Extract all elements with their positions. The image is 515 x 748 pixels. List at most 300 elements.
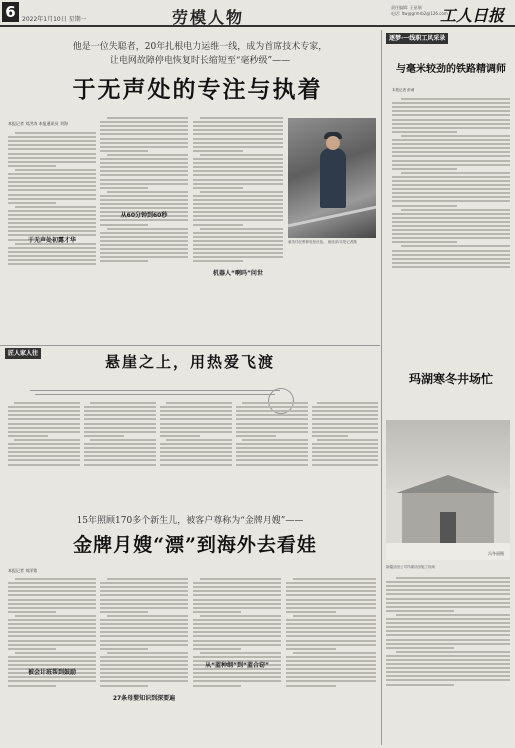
body-text-line <box>286 611 336 613</box>
body-text-line <box>193 648 241 650</box>
body-text-line <box>100 150 148 152</box>
lead-kicker: 他是一位失聪者，20年扎根电力运维一线，成为首席技术专家， 让电网故障停电恢复时长缩短至“毫秒级”—— <box>72 42 328 66</box>
body-text-line <box>8 406 80 408</box>
body-text-line <box>392 143 510 145</box>
body-text-line <box>8 590 96 592</box>
body-text-line <box>286 656 376 658</box>
body-text-line <box>193 586 281 588</box>
body-text-line <box>193 187 243 189</box>
body-text-line <box>392 213 510 215</box>
body-text-line <box>193 635 281 637</box>
body-text-line <box>392 262 510 264</box>
body-text-line <box>312 406 378 408</box>
body-text-line <box>392 200 510 202</box>
body-text-line <box>100 166 188 168</box>
body-text-line <box>193 179 283 181</box>
body-text-line <box>193 170 283 172</box>
body-text-line <box>100 129 188 131</box>
body-text-line <box>84 431 156 433</box>
body-text-line <box>193 676 281 678</box>
right-photo-caption: 新疆油田公司玛湖油田施工现场 <box>386 565 435 569</box>
body-text-line <box>8 247 96 249</box>
body-text-line <box>8 222 96 224</box>
lead-byline: 本报记者 刘洪涛 本报通讯员 刘海 <box>8 121 68 126</box>
body-text-line <box>193 183 283 185</box>
body-text-line <box>193 252 283 254</box>
body-text-line <box>286 660 376 662</box>
body-text-line <box>8 185 96 187</box>
body-text-line <box>242 402 308 404</box>
right-section-tag: 逐梦·一线职工风采录 <box>386 33 448 44</box>
body-text-line <box>100 668 188 670</box>
body-text-line <box>193 133 283 135</box>
body-text-line <box>392 131 457 133</box>
body-text-line <box>8 603 96 605</box>
body-text-line <box>286 631 376 633</box>
section-title: 劳模人物 <box>172 8 245 27</box>
body-text-line <box>100 240 188 242</box>
body-text-line <box>392 229 510 231</box>
body-text-line <box>193 611 241 613</box>
body-text-line <box>392 176 510 178</box>
body-text-line <box>193 166 283 168</box>
body-text-line <box>8 418 80 420</box>
lead-subhead-1: 于无声处初露才华 <box>27 237 76 244</box>
bottom-column-2 <box>100 576 188 744</box>
body-text-line <box>84 459 156 461</box>
body-text-line <box>193 685 241 687</box>
body-text-line <box>160 431 232 433</box>
body-text-line <box>200 117 283 119</box>
body-text-line <box>90 439 156 441</box>
body-text-line <box>8 427 80 429</box>
body-text-line <box>392 254 510 256</box>
body-text-line <box>8 414 80 416</box>
body-text-line <box>193 138 283 140</box>
body-text-line <box>286 603 376 605</box>
body-text-line <box>100 640 188 642</box>
body-text-line <box>100 672 188 674</box>
body-text-line <box>160 464 232 466</box>
body-text-line <box>8 676 96 678</box>
body-text-line <box>193 594 281 596</box>
bottom-subhead-2: 27条母婴知识到深要遍 <box>112 695 176 702</box>
lead-subhead-2: 从60分钟到60秒 <box>120 212 168 219</box>
body-text-line <box>286 619 376 621</box>
body-text-line <box>193 142 283 144</box>
body-text-line <box>84 427 156 429</box>
body-text-line <box>100 644 188 646</box>
body-text-line <box>236 455 308 457</box>
body-text-line <box>286 664 376 666</box>
body-text-line <box>8 607 96 609</box>
middle-column-1 <box>8 400 80 505</box>
body-text-line <box>8 189 96 191</box>
body-text-line <box>193 236 283 238</box>
body-text-line <box>386 671 510 673</box>
body-text-line <box>84 451 156 453</box>
body-text-line <box>100 224 148 226</box>
body-text-line <box>100 195 188 197</box>
body-text-line <box>193 590 281 592</box>
body-text-line <box>100 260 148 262</box>
bottom-column-1 <box>8 576 96 744</box>
body-text-line <box>386 585 510 587</box>
body-text-line <box>8 619 96 621</box>
body-text-line <box>8 685 56 687</box>
body-text-line <box>286 635 376 637</box>
body-text-line <box>8 157 96 159</box>
body-text-line <box>392 258 510 260</box>
body-text-line <box>193 150 243 152</box>
masthead <box>0 0 515 27</box>
bottom-column-4 <box>286 576 376 744</box>
body-text-line <box>193 680 281 682</box>
body-text-line <box>107 154 188 156</box>
body-text-line <box>236 443 308 445</box>
body-text-line <box>160 447 232 449</box>
body-text-line <box>8 255 96 257</box>
body-text-line <box>392 123 510 125</box>
body-text-line <box>8 648 56 650</box>
body-text-line <box>392 114 510 116</box>
body-text-line <box>286 640 376 642</box>
body-text-line <box>100 236 188 238</box>
body-text-line <box>286 594 376 596</box>
body-text-line <box>392 266 510 268</box>
body-text-line <box>236 431 308 433</box>
body-text-line <box>386 634 510 636</box>
body-text-line <box>193 125 283 127</box>
body-text-line <box>386 626 510 628</box>
photo-signature: 冯冬丽摄 <box>488 551 504 556</box>
body-text-line <box>107 117 188 119</box>
body-text-line <box>193 224 243 226</box>
body-text-line <box>193 603 281 605</box>
body-text-line <box>100 252 188 254</box>
body-text-line <box>392 184 510 186</box>
body-text-line <box>386 622 510 624</box>
body-text-line <box>317 439 378 441</box>
body-text-line <box>100 138 188 140</box>
editor-info: 责任编辑: 王星瑞 电话: ltw@grmrb2@126.com <box>391 5 448 16</box>
body-text-line <box>193 158 283 160</box>
body-text-line <box>8 623 96 625</box>
body-text-line <box>286 676 376 678</box>
body-text-line <box>15 169 96 171</box>
body-text-line <box>15 206 96 208</box>
body-text-line <box>386 630 510 632</box>
body-text-line <box>84 455 156 457</box>
body-text-line <box>100 199 188 201</box>
body-text-line <box>312 455 378 457</box>
body-text-line <box>100 590 188 592</box>
body-text-line <box>286 680 376 682</box>
body-text-line <box>84 423 156 425</box>
body-text-line <box>236 451 308 453</box>
body-text-line <box>100 219 188 221</box>
body-text-line <box>160 455 232 457</box>
body-text-line <box>236 423 308 425</box>
body-text-line <box>8 181 96 183</box>
body-text-line <box>392 250 510 252</box>
body-text-line <box>8 599 96 601</box>
lead-headline: 于无声处的专注与执着 <box>72 76 323 103</box>
body-text-line <box>286 685 336 687</box>
body-text-line <box>8 627 96 629</box>
body-text-line <box>193 215 283 217</box>
body-text-line <box>200 652 281 654</box>
body-text-line <box>193 627 281 629</box>
body-text-line <box>14 439 80 441</box>
body-text-line <box>107 191 188 193</box>
body-text-line <box>8 635 96 637</box>
body-text-line <box>286 599 376 601</box>
body-text-line <box>312 410 378 412</box>
body-text-line <box>401 209 510 211</box>
body-text-line <box>100 656 188 658</box>
body-text-line <box>386 598 510 600</box>
body-text-line <box>193 240 283 242</box>
body-text-line <box>8 431 80 433</box>
bottom-kicker: 15年照顾170多个新生儿，被客户尊称为“金牌月嫂”—— <box>76 516 304 526</box>
body-text-line <box>236 418 308 420</box>
body-text-line <box>160 406 232 408</box>
body-text-line <box>392 217 510 219</box>
body-text-line <box>293 615 376 617</box>
body-text-line <box>100 203 188 205</box>
body-text-line <box>100 611 148 613</box>
body-text-line <box>392 155 510 157</box>
body-text-line <box>286 607 376 609</box>
body-text-line <box>8 423 80 425</box>
body-text-line <box>100 121 188 123</box>
body-text-line <box>193 203 283 205</box>
body-text-line <box>396 651 510 653</box>
body-text-line <box>100 594 188 596</box>
right-headline-1: 与毫米较劲的铁路精调师 <box>396 64 506 75</box>
body-text-line <box>312 464 378 466</box>
middle-headline: 悬崖之上，用热爱飞渡 <box>104 353 275 371</box>
body-text-line <box>392 160 510 162</box>
body-text-line <box>8 194 96 196</box>
body-text-line <box>160 451 232 453</box>
body-text-line <box>193 146 283 148</box>
body-text-line <box>100 582 188 584</box>
body-text-line <box>100 146 188 148</box>
body-text-line <box>8 230 96 232</box>
body-text-line <box>8 165 56 167</box>
body-text-line <box>386 589 510 591</box>
body-text-line <box>386 610 454 612</box>
body-text-line <box>386 675 510 677</box>
body-text-line <box>8 447 80 449</box>
body-text-line <box>193 623 281 625</box>
body-text-line <box>100 183 188 185</box>
body-text-line <box>8 202 56 204</box>
body-text-line <box>392 151 510 153</box>
body-text-line <box>236 459 308 461</box>
body-text-line <box>392 139 510 141</box>
body-text-line <box>107 228 188 230</box>
body-text-line <box>8 586 96 588</box>
body-text-line <box>193 162 283 164</box>
body-text-line <box>392 188 510 190</box>
body-text-line <box>392 180 510 182</box>
body-text-line <box>8 259 96 261</box>
body-text-line <box>392 164 510 166</box>
body-text-line <box>193 656 281 658</box>
body-text-line <box>200 154 283 156</box>
body-text-line <box>84 443 156 445</box>
middle-column-2 <box>84 400 156 505</box>
body-text-line <box>8 161 96 163</box>
body-text-line <box>160 427 232 429</box>
body-text-line <box>84 447 156 449</box>
right-byline-1: 本报记者 彭诚 <box>392 88 415 92</box>
right-body-1 <box>392 96 510 361</box>
body-text-line <box>193 256 283 258</box>
body-text-line <box>166 439 232 441</box>
body-text-line <box>8 210 96 212</box>
body-text-line <box>100 680 188 682</box>
body-text-line <box>15 652 96 654</box>
right-body-2 <box>386 575 510 745</box>
body-text-line <box>392 233 510 235</box>
body-text-line <box>8 680 96 682</box>
body-text-line <box>100 631 188 633</box>
body-text-line <box>200 578 281 580</box>
body-text-line <box>392 168 457 170</box>
body-text-line <box>392 221 510 223</box>
body-text-line <box>386 663 510 665</box>
body-text-line <box>160 410 232 412</box>
body-text-line <box>193 631 281 633</box>
body-text-line <box>401 245 510 247</box>
body-text-line <box>200 615 281 617</box>
body-text-line <box>193 121 283 123</box>
body-text-line <box>8 631 96 633</box>
body-text-line <box>14 402 80 404</box>
body-text-line <box>160 414 232 416</box>
body-text-line <box>286 590 376 592</box>
body-text-line <box>193 174 283 176</box>
body-text-line <box>236 414 308 416</box>
body-text-line <box>386 643 510 645</box>
body-text-line <box>8 451 80 453</box>
body-text-line <box>90 402 156 404</box>
bottom-headline: 金牌月嫂“漂”到海外去看娃 <box>73 534 317 556</box>
body-text-line <box>236 464 308 466</box>
body-text-line <box>392 196 510 198</box>
body-text-line <box>312 427 378 429</box>
body-text-line <box>8 177 96 179</box>
body-text-line <box>193 211 283 213</box>
body-text-line <box>100 158 188 160</box>
body-text-line <box>312 418 378 420</box>
body-text-line <box>8 611 56 613</box>
body-text-line <box>193 219 283 221</box>
body-text-line <box>236 447 308 449</box>
body-text-line <box>193 640 281 642</box>
body-text-line <box>8 251 96 253</box>
middle-column-5 <box>312 400 378 505</box>
body-text-line <box>386 659 510 661</box>
body-text-line <box>193 248 283 250</box>
body-text-line <box>8 656 96 658</box>
body-text-line <box>100 244 188 246</box>
body-text-line <box>8 198 96 200</box>
body-text-line <box>107 615 188 617</box>
body-text-line <box>236 427 308 429</box>
body-text-line <box>386 602 510 604</box>
body-text-line <box>396 614 510 616</box>
body-text-line <box>392 237 510 239</box>
body-text-line <box>84 464 156 466</box>
body-text-line <box>193 672 281 674</box>
body-text-line <box>193 607 281 609</box>
body-text-line <box>100 232 188 234</box>
body-text-line <box>100 635 188 637</box>
body-text-line <box>200 191 283 193</box>
body-text-line <box>8 140 96 142</box>
page-number: 6 <box>2 2 19 22</box>
body-text-line <box>236 410 308 412</box>
body-text-line <box>386 655 510 657</box>
body-text-line <box>100 586 188 588</box>
body-text-line <box>15 132 96 134</box>
issue-date: 2022年1月10日 星期一 <box>22 16 87 23</box>
lead-column-2 <box>100 115 188 340</box>
body-text-line <box>401 172 510 174</box>
body-text-line <box>100 660 188 662</box>
body-text-line <box>84 435 124 437</box>
body-text-line <box>8 226 96 228</box>
body-text-line <box>392 119 510 121</box>
body-text-line <box>193 195 283 197</box>
body-text-line <box>100 648 148 650</box>
body-text-line <box>100 179 188 181</box>
body-text-line <box>100 603 188 605</box>
bottom-byline: 本报记者 刘洋铭 <box>8 568 38 573</box>
body-text-line <box>160 423 232 425</box>
right-photo <box>386 420 510 560</box>
section-divider <box>0 345 380 346</box>
body-text-line <box>392 205 457 207</box>
body-text-line <box>15 615 96 617</box>
body-text-line <box>386 679 510 681</box>
body-text-line <box>386 581 510 583</box>
body-text-line <box>392 127 510 129</box>
body-text-line <box>193 232 283 234</box>
ornament-line <box>30 390 280 391</box>
body-text-line <box>200 228 283 230</box>
body-text-line <box>8 664 96 666</box>
body-text-line <box>193 207 283 209</box>
body-text-line <box>100 162 188 164</box>
body-text-line <box>15 578 96 580</box>
body-text-line <box>100 627 188 629</box>
body-text-line <box>286 627 376 629</box>
body-text-line <box>100 174 188 176</box>
body-text-line <box>312 435 348 437</box>
body-text-line <box>8 136 96 138</box>
body-text-line <box>8 660 96 662</box>
body-text-line <box>286 582 376 584</box>
body-text-line <box>386 684 454 686</box>
body-text-line <box>100 170 188 172</box>
body-text-line <box>386 639 510 641</box>
